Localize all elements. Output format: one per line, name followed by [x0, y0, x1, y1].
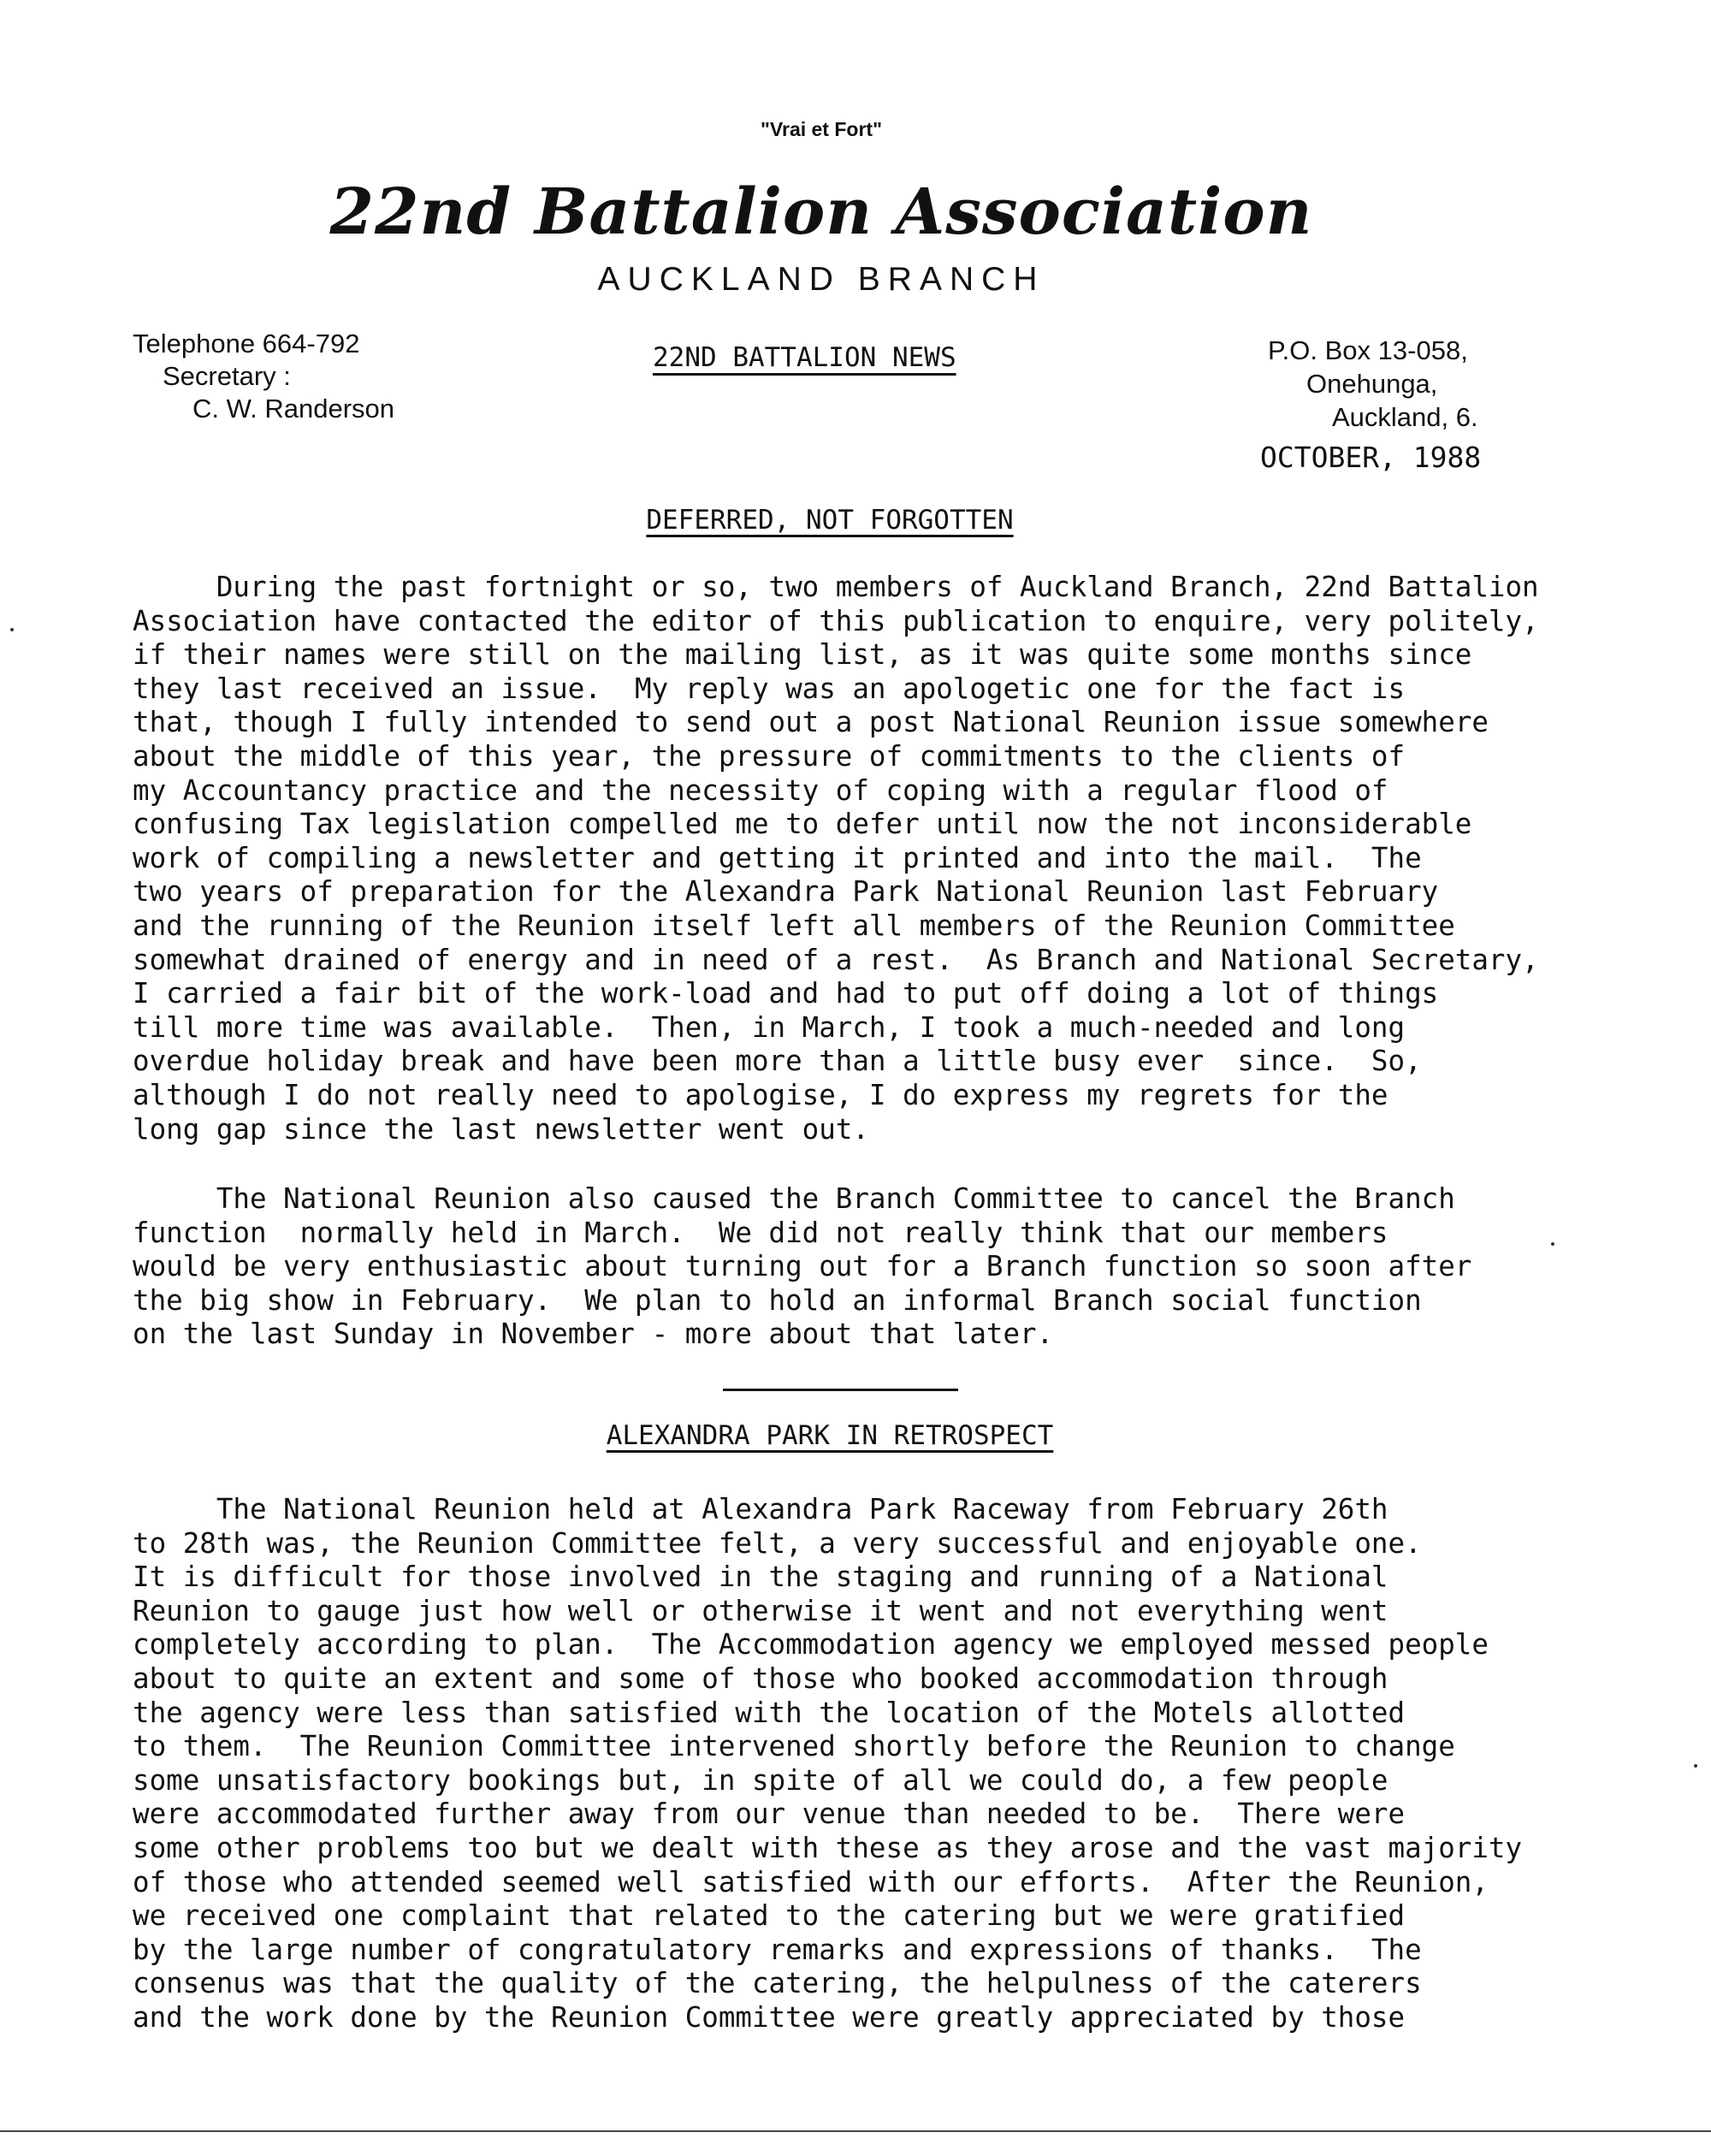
organization-title: 22nd Battalion Association	[329, 175, 1313, 249]
postal-address	[1268, 334, 1478, 434]
page-bottom-edge	[0, 2130, 1711, 2132]
issue-date: OCTOBER, 1988	[1260, 441, 1482, 474]
scan-speck	[1551, 1242, 1554, 1246]
section-heading-alexandra-park: ALEXANDRA PARK IN RETROSPECT	[606, 1420, 1054, 1451]
po-box: P.O. Box 13-058,	[1268, 335, 1468, 365]
suburb: Onehunga,	[1306, 369, 1438, 399]
section-heading-deferred: DEFERRED, NOT FORGOTTEN	[646, 505, 1014, 536]
scan-speck	[1694, 1764, 1697, 1768]
section-divider	[723, 1389, 958, 1391]
paragraph: The National Reunion also caused the Branch Committee to cancel the Branch function normally held in March. We did not really think that our members would be very enthusiastic about turning out for a Branch function so soon after the big show in February. We plan to hold an informal Branch social function on the last Sunday in November - more about that later.	[133, 1182, 1472, 1351]
secretary-label: Secretary :	[163, 361, 291, 391]
paragraph: During the past fortnight or so, two members of Auckland Branch, 22nd Battalion Association have contacted the editor of this publication to enquire, very politely, if their names were still on the mailing list, as it was quite some months since they last received an issue. My reply was an apologetic one for the fact is that, though I fully intended to send out a post National Reunion issue somewhere about the middle of this year, the pressure of commitments to the clients of my Accountancy practice and the necessity of coping with a regular flood of confusing Tax legislation compelled me to defer until now the not inconsiderable work of compiling a newsletter and getting it printed and into the mail. The two years of preparation for the Alexandra Park National Reunion last February and the running of the Reunion itself left all members of the Reunion Committee somewhat drained of energy and in need of a rest. As Branch and National Secretary, I carried a fair bit of the work-load and had to put off doing a lot of things till more time was available. Then, in March, I took a much-needed and long overdue holiday break and have been more than a little busy ever since. So, although I do not really need to apologise, I do express my regrets for the long gap since the last newsletter went out.	[133, 571, 1539, 1146]
secretary-name: C. W. Randerson	[192, 394, 395, 424]
newsletter-title: 22ND BATTALION NEWS	[653, 342, 956, 373]
scan-speck	[10, 628, 14, 631]
telephone: Telephone 664-792	[133, 329, 360, 358]
motto: "Vrai et Fort"	[761, 118, 882, 140]
branch-name: AUCKLAND BRANCH	[597, 261, 1045, 298]
contact-left	[133, 328, 394, 425]
paragraph: The National Reunion held at Alexandra Park Raceway from February 26th to 28th was, the Reunion Committee felt, a very successful and enjoyable one. It is difficult for those involved in the staging and running of a National Reunion to gauge just how well or otherwise it went and not everything went completely according to plan. The Accommodation agency we employed messed people about to quite an extent and some of those who booked accommodation through the agency were less than satisfied with the location of the Motels allotted to them. The Reunion Committee intervened shortly before the Reunion to change some unsatisfactory bookings but, in spite of all we could do, a few people were accommodated further away from our venue than needed to be. There were some other problems too but we dealt with these as they arose and the vast majority of those who attended seemed well satisfied with our efforts. After the Reunion, we received one complaint that related to the catering but we were gratified by the large number of congratulatory remarks and expressions of thanks. The consenus was that the quality of the catering, the helpulness of the caterers and the work done by the Reunion Committee were greatly appreciated by those	[133, 1493, 1523, 2034]
city: Auckland, 6.	[1332, 402, 1478, 432]
